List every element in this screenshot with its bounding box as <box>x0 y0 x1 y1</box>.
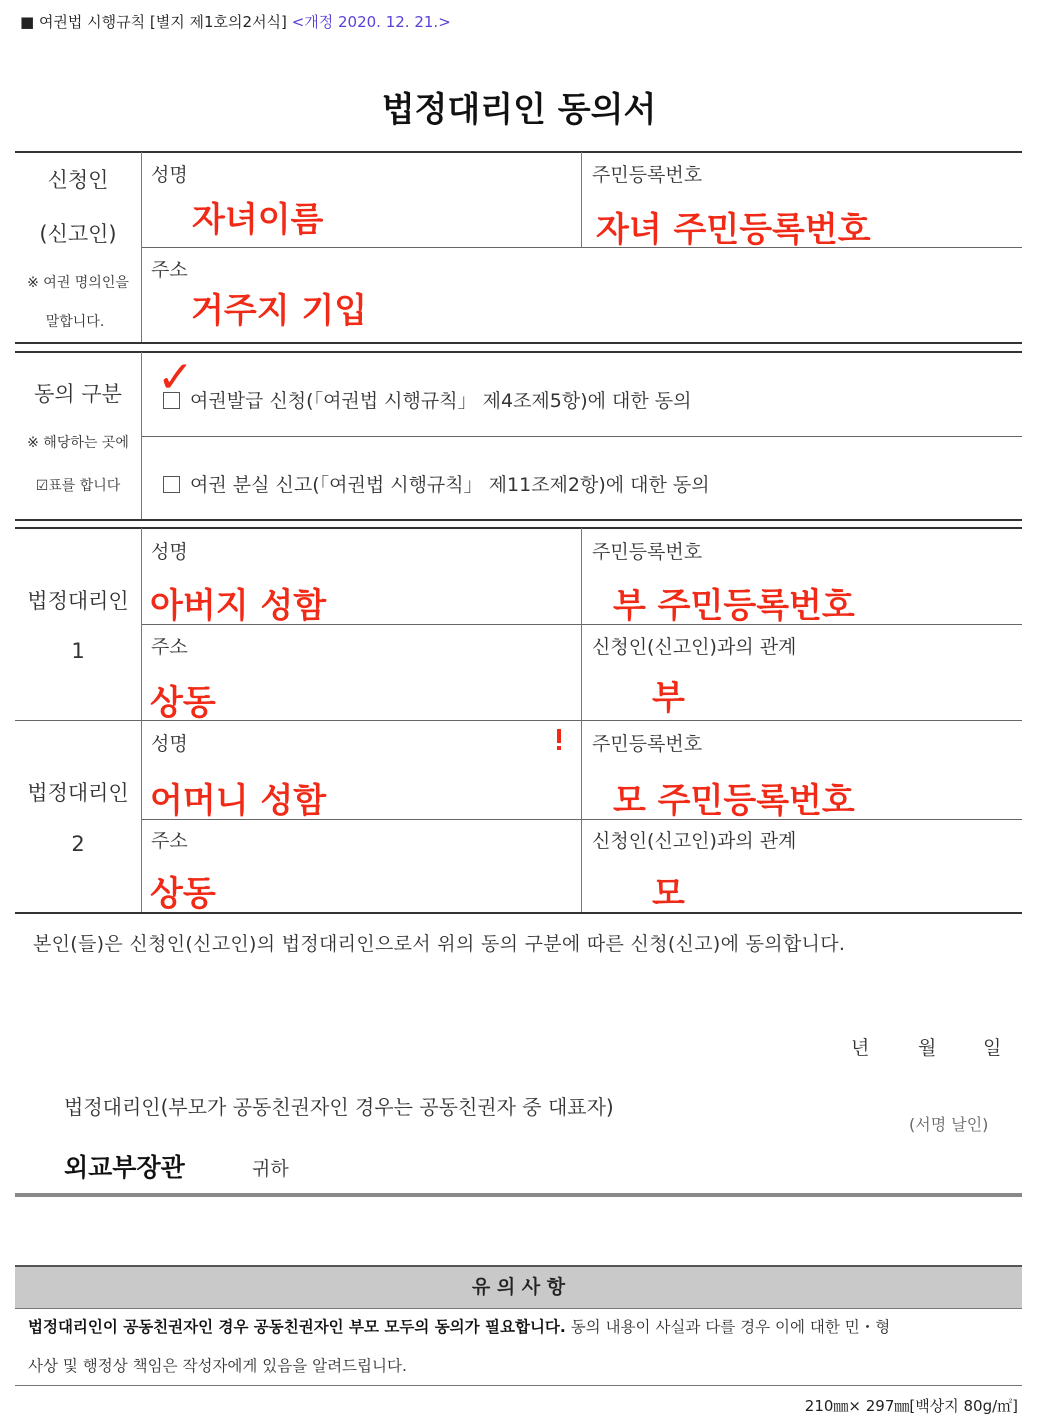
form-reference: ■ 여권법 시행규칙 [별지 제1호의2서식] <개정 2020. 12. 21.> <box>20 13 451 31</box>
red-mark-icon <box>557 729 561 743</box>
divider <box>15 519 1022 521</box>
date-year[interactable]: 년 <box>851 1037 870 1059</box>
guardian2-name-label: 성명 <box>151 733 188 755</box>
guardian1-name-field[interactable]: 아버지 성함 <box>150 586 327 626</box>
applicant-rrn-field[interactable]: 자녀 주민등록번호 <box>596 210 871 250</box>
guardian1-relation-label: 신청인(신고인)과의 관계 <box>592 636 797 658</box>
guardian2-address-label: 주소 <box>151 830 188 852</box>
page-title: 법정대리인 동의서 <box>381 90 657 130</box>
guardian1-address-label: 주소 <box>151 636 188 658</box>
divider <box>15 527 1022 529</box>
consent-type-label: 동의 구분 <box>34 382 122 406</box>
applicant-note: ※ 여권 명의인을 <box>27 275 129 291</box>
red-dot-icon <box>557 746 561 750</box>
notice-bold-text: 법정대리인이 공동친권자인 경우 공동친권자인 부모 모두의 동의가 필요합니다. <box>28 1318 566 1336</box>
guardian2-address-field[interactable]: 상동 <box>150 874 216 914</box>
consent-option-passport-issue[interactable]: 여권발급 신청(「여권법 시행규칙」 제4조제5항)에 대한 동의 <box>163 386 692 413</box>
notice-normal-text: 동의 내용이 사실과 다를 경우 이에 대한 민・형 <box>565 1318 891 1336</box>
guardian1-relation-field[interactable]: 부 <box>652 678 685 718</box>
table-top-border <box>15 151 1022 153</box>
revision-date: <개정 2020. 12. 21.> <box>291 13 451 31</box>
section-divider <box>15 1193 1022 1197</box>
applicant-rrn-label: 주민등록번호 <box>592 164 703 186</box>
applicant-address-field[interactable]: 거주지 기입 <box>191 291 368 331</box>
guardian1-address-field[interactable]: 상동 <box>150 683 216 723</box>
guardian2-relation-label: 신청인(신고인)과의 관계 <box>592 830 797 852</box>
guardian2-rrn-label: 주민등록번호 <box>592 733 703 755</box>
check-mark-icon: ✓ <box>157 352 194 403</box>
date-day[interactable]: 일 <box>983 1037 1002 1059</box>
guardian1-rrn-field[interactable]: 부 주민등록번호 <box>613 586 855 626</box>
guardian2-relation-field[interactable]: 모 <box>652 874 685 914</box>
signer-label: 법정대리인(부모가 공동친권자인 경우는 공동친권자 중 대표자) <box>64 1095 614 1119</box>
notice-line-2: 사상 및 행정상 책임은 작성자에게 있음을 알려드립니다. <box>28 1357 407 1375</box>
guardian1-label: 법정대리인 <box>27 589 129 613</box>
notice-line-1 <box>28 1315 890 1337</box>
notice-bottom-border <box>15 1385 1022 1386</box>
addressee: 외교부장관 <box>64 1153 185 1182</box>
guardian1-name-label: 성명 <box>151 541 188 563</box>
consent-option-passport-loss[interactable]: 여권 분실 신고(「여권법 시행규칙」 제11조제2항)에 대한 동의 <box>163 470 710 497</box>
divider <box>581 721 582 912</box>
addressee-suffix: 귀하 <box>252 1158 289 1180</box>
guardian2-label: 법정대리인 <box>27 781 129 805</box>
paper-spec: 210㎜× 297㎜[백상지 80g/㎡] <box>804 1397 1018 1415</box>
divider <box>141 721 142 912</box>
guardian2-name-field[interactable]: 어머니 성함 <box>150 781 327 821</box>
applicant-name-label: 성명 <box>151 164 188 186</box>
applicant-address-label: 주소 <box>151 259 188 281</box>
notice-header: 유 의 사 항 <box>15 1267 1022 1308</box>
divider <box>142 247 1022 248</box>
applicant-name-field[interactable]: 자녀이름 <box>192 200 324 240</box>
date-month[interactable]: 월 <box>918 1037 937 1059</box>
consent-statement: 본인(들)은 신청인(신고인)의 법정대리인으로서 위의 동의 구분에 따른 신청(신고)에 동의합니다. <box>33 933 846 955</box>
consent-note: ※ 해당하는 곳에 <box>27 435 129 451</box>
guardian2-number: 2 <box>71 832 85 856</box>
divider <box>15 342 1022 344</box>
applicant-label-sub: (신고인) <box>39 222 117 246</box>
notice-header-border <box>15 1308 1022 1309</box>
applicant-label: 신청인 <box>47 168 109 192</box>
guardian1-number: 1 <box>71 639 85 663</box>
divider <box>581 152 582 247</box>
checkbox-passport-loss[interactable] <box>163 476 180 493</box>
guardian1-rrn-label: 주민등록번호 <box>592 541 703 563</box>
divider <box>142 436 1022 437</box>
signature-seal-field[interactable]: (서명 날인) <box>909 1115 989 1134</box>
consent-note-2: ☑표를 합니다 <box>35 478 121 494</box>
guardian2-rrn-field[interactable]: 모 주민등록번호 <box>613 781 855 821</box>
applicant-note-2: 말합니다. <box>45 314 105 330</box>
